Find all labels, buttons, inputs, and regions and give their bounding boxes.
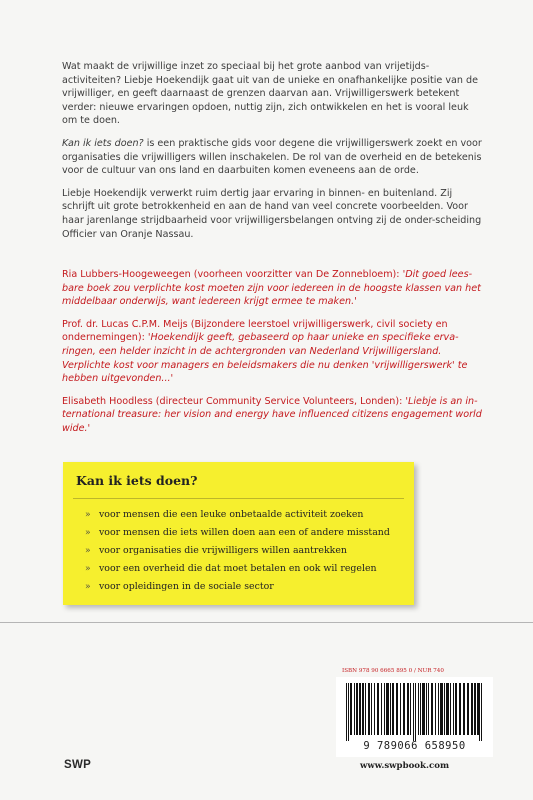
list-item-text: voor mensen die iets willen doen aan een of andere misstand <box>99 527 390 538</box>
audience-list <box>85 506 406 596</box>
chevron-right-icon: » <box>85 528 91 538</box>
list-item-text: voor een overheid die dat moet betalen en ook wil regelen <box>99 563 377 574</box>
publisher-website: www.swpbook.com <box>360 761 450 771</box>
box-title: Kan ik iets doen? <box>76 473 198 488</box>
isbn-label: ISBN 978 90 6665 895 0 / NUR 740 <box>342 668 444 674</box>
intro-paragraph-2 <box>62 137 482 178</box>
endorsement-quote: 'Dit goed lees-bare boek zou verplichte kost moeten zijn voor iedereen in de hoogste klassen van het middelbaar onderwijs, want iedereen krijgt ermee te maken.' <box>62 269 481 308</box>
endorsements <box>62 268 482 445</box>
chevron-right-icon: » <box>85 582 91 592</box>
endorsement <box>62 268 482 309</box>
list-item <box>85 524 406 542</box>
list-item <box>85 560 406 578</box>
chevron-right-icon: » <box>85 546 91 556</box>
book-title-inline: Kan ik iets doen? <box>62 137 144 149</box>
barcode-digits: 9 789066 658950 <box>363 740 466 752</box>
endorsement <box>62 395 482 436</box>
list-item <box>85 578 406 596</box>
list-item-text: voor opleidingen in de sociale sector <box>99 581 274 592</box>
endorser: Elisabeth Hoodless (directeur Community Service Volunteers, Londen): <box>62 395 406 407</box>
box-divider <box>73 498 404 499</box>
publisher-logo: SWP <box>64 759 92 771</box>
endorsement <box>62 318 482 386</box>
barcode <box>336 677 493 757</box>
endorsement-quote: 'Liebje is an in-ternational treasure: her vision and energy have influenced citizens engagement world wide.' <box>62 395 482 434</box>
intro-paragraph-1: Wat maakt de vrijwillige inzet zo speciaal bij het grote aanbod van vrijetijds-activiteiten? Liebje Hoekendijk gaat uit van de unieke en onafhankelijke positie van de vrijwilliger, en geeft daarnaast de grenzen daarvan aan. Vrijwilligerswerk betekent verder: nieuwe ervaringen opdoen, nuttig zijn, zich ontwikkelen en het is vooral leuk om te doen. <box>62 61 479 127</box>
chevron-right-icon: » <box>85 564 91 574</box>
list-item <box>85 542 406 560</box>
list-item <box>85 506 406 524</box>
list-item-text: voor organisaties die vrijwilligers willen aantrekken <box>99 545 347 556</box>
endorser: Ria Lubbers-Hoogeweegen (voorheen voorzitter van De Zonnebloem): <box>62 269 403 280</box>
intro-paragraph-2-text: is een praktische gids voor degene die vrijwilligerswerk zoekt en voor organisaties die vrijwilligers willen inschakelen. De rol van de overheid en de betekenis voor de cultuur van ons land en daarbuiten komen eveneens aan de orde. <box>62 137 482 177</box>
chevron-right-icon: » <box>85 510 91 520</box>
endorsement-quote: 'Hoekendijk geeft, gebaseerd op haar unieke en specifieke erva-ringen, een helder inzicht in de achtergronden van Nederland Vrijwilligersland. Verplichte kost voor managers en beleidsmakers die nu denken 'vrijwilligerswerk' te hebben uitgevonden...' <box>62 332 468 385</box>
target-audience-box <box>63 462 414 605</box>
intro-text <box>62 60 482 250</box>
horizontal-divider <box>0 622 533 623</box>
barcode-bars-icon <box>344 683 485 741</box>
endorser: Prof. dr. Lucas C.P.M. Meijs (Bijzondere leerstoel vrijwilligerswerk, civil society en ondernemingen): <box>62 318 448 344</box>
list-item-text: voor mensen die een leuke onbetaalde activiteit zoeken <box>99 509 364 520</box>
intro-paragraph-3: Liebje Hoekendijk verwerkt ruim dertig jaar ervaring in binnen- en buitenland. Zij schrijft uit grote betrokkenheid en aan de hand van veel concrete voorbeelden. Voor haar jarenlange strijdbaarheid voor vrijwilligersbelangen ontving zij de onder-scheiding Officier van Oranje Nassau. <box>62 187 482 240</box>
